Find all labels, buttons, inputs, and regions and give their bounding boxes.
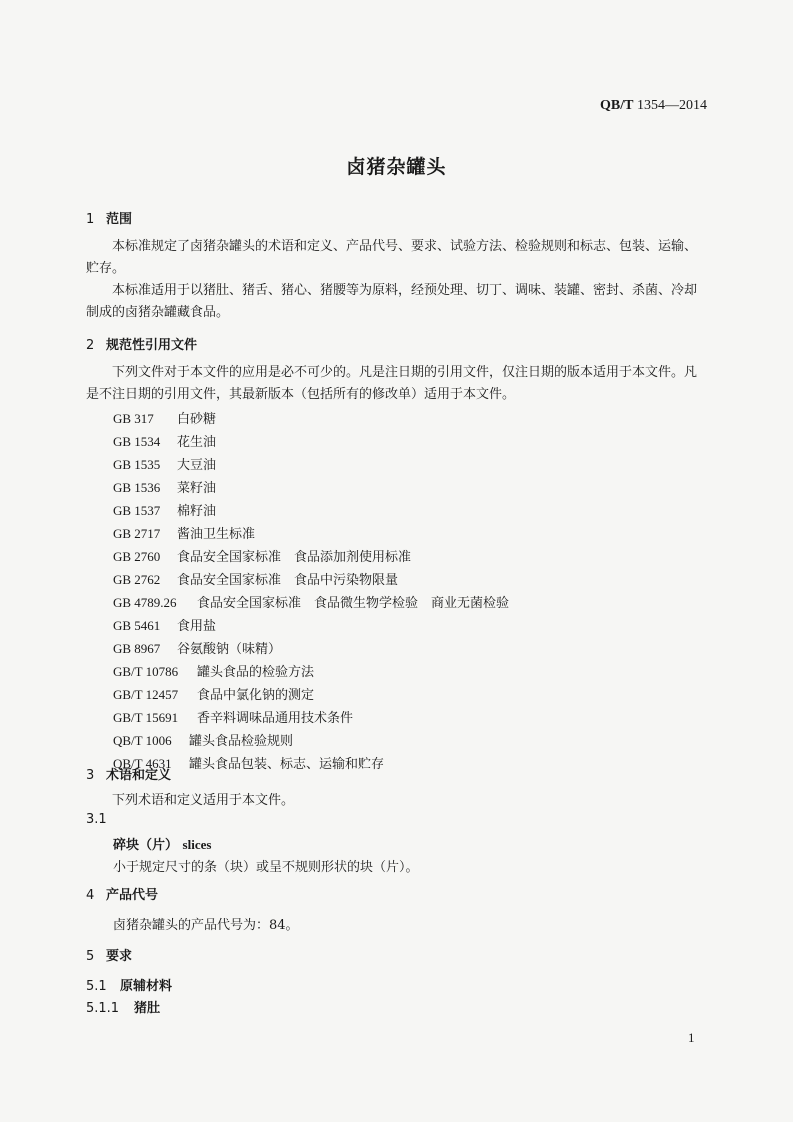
s1-paragraph-1: 本标准规定了卤猪杂罐头的术语和定义、产品代号、要求、试验方法、检验规则和标志、包装、运输、贮存。: [86, 239, 698, 276]
reference-item: [113, 684, 314, 703]
reference-item: [113, 615, 216, 634]
reference-item: [113, 431, 216, 450]
s4-paragraph: 卤猪杂罐头的产品代号为：84。: [113, 918, 299, 933]
subsection-heading: [86, 975, 172, 994]
ref-code: GB 2760: [113, 549, 161, 564]
section-2-heading: [86, 334, 197, 353]
ref-name: 棉籽油: [177, 504, 217, 519]
ref-name: 白砂糖: [177, 412, 217, 427]
standard-code: [600, 98, 707, 114]
reference-item: [113, 500, 216, 519]
section-number: 4: [86, 888, 95, 903]
ref-name: 罐头食品包装、标志、运输和贮存: [189, 757, 385, 772]
reference-item: [113, 638, 281, 657]
ref-name: 罐头食品检验规则: [189, 734, 294, 749]
reference-item: [113, 730, 293, 749]
ref-name: 食用盐: [177, 619, 217, 634]
section-title: 产品代号: [106, 888, 159, 903]
s1-paragraph-2: 本标准适用于以猪肚、猪舌、猪心、猪腰等为原料，经预处理、切丁、调味、装罐、密封、杀菌、冷却制成的卤猪杂罐藏食品。: [86, 283, 698, 320]
ref-code: GB/T 15691: [113, 710, 179, 725]
reference-item: [113, 546, 411, 565]
section-number: 5: [86, 949, 95, 964]
ref-code: QB/T 4631: [113, 756, 172, 771]
section-5-heading: [86, 945, 132, 964]
reference-item: [113, 454, 216, 473]
reference-item: [113, 569, 398, 588]
ref-code: GB 5461: [113, 618, 161, 633]
ref-code: GB/T 10786: [113, 664, 179, 679]
ref-code: GB 317: [113, 411, 154, 426]
code-prefix: QB/T: [600, 98, 634, 113]
ref-code: GB 4789.26: [113, 595, 177, 610]
reference-item: [113, 707, 353, 726]
reference-item: [113, 523, 255, 542]
ref-code: GB 1534: [113, 434, 161, 449]
code-number: 1354—2014: [637, 98, 707, 113]
ref-code: GB 1536: [113, 480, 161, 495]
page-number: 1: [688, 1030, 695, 1045]
reference-item: [113, 408, 216, 427]
subsubsection-heading: [86, 997, 160, 1016]
ref-name: 食品安全国家标准 食品微生物学检验 商业无菌检验: [197, 596, 510, 611]
section-title: 规范性引用文件: [106, 338, 198, 353]
section-title: 范围: [106, 212, 133, 227]
section-number: 2: [86, 338, 95, 353]
reference-item: [113, 592, 509, 611]
ref-code: GB 8967: [113, 641, 161, 656]
section-number: 3: [86, 768, 95, 783]
section-number: 1: [86, 212, 95, 227]
ref-name: 菜籽油: [177, 481, 217, 496]
clause-number: 3.1: [86, 812, 107, 827]
s2-paragraph: 下列文件对于本文件的应用是必不可少的。凡是注日期的引用文件，仅注日期的版本适用于本文件。凡是不注日期的引用文件，其最新版本（包括所有的修改单）适用于本文件。: [86, 365, 698, 402]
term-english: slices: [182, 837, 212, 852]
section-1-heading: [86, 208, 132, 227]
ref-code: GB 2717: [113, 526, 161, 541]
ref-name: 大豆油: [177, 458, 217, 473]
term-definition: 小于规定尺寸的条（块）或呈不规则形状的块（片）。: [113, 860, 419, 875]
ref-name: 酱油卫生标准: [177, 527, 256, 542]
ref-code: GB/T 12457: [113, 687, 179, 702]
ref-code: GB 1537: [113, 503, 161, 518]
ref-code: GB 1535: [113, 457, 161, 472]
ref-code: QB/T 1006: [113, 733, 172, 748]
subsection-title: 原辅材料: [120, 979, 173, 994]
ref-name: 食品安全国家标准 食品添加剂使用标准: [177, 550, 412, 565]
ref-name: 食品中氯化钠的测定: [197, 688, 315, 703]
ref-name: 谷氨酸钠（味精）: [177, 642, 282, 657]
section-title: 要求: [106, 949, 133, 964]
ref-name: 食品安全国家标准 食品中污染物限量: [177, 573, 399, 588]
section-title: 术语和定义: [106, 768, 172, 783]
ref-name: 罐头食品的检验方法: [197, 665, 315, 680]
ref-name: 花生油: [177, 435, 217, 450]
document-title: 卤猪杂罐头: [346, 156, 447, 178]
s3-paragraph: 下列术语和定义适用于本文件。: [112, 793, 295, 808]
ref-code: GB 2762: [113, 572, 161, 587]
term-heading: [113, 834, 211, 853]
reference-item: [113, 661, 314, 680]
section-4-heading: [86, 884, 158, 903]
term-chinese: 碎块（片）: [113, 838, 179, 853]
reference-item: [113, 477, 216, 496]
ref-name: 香辛料调味品通用技术条件: [197, 711, 354, 726]
subsubsection-number: 5.1.1: [86, 1001, 120, 1016]
subsubsection-title: 猪肚: [134, 1001, 161, 1016]
subsection-number: 5.1: [86, 979, 107, 994]
section-3-heading: [86, 764, 171, 783]
